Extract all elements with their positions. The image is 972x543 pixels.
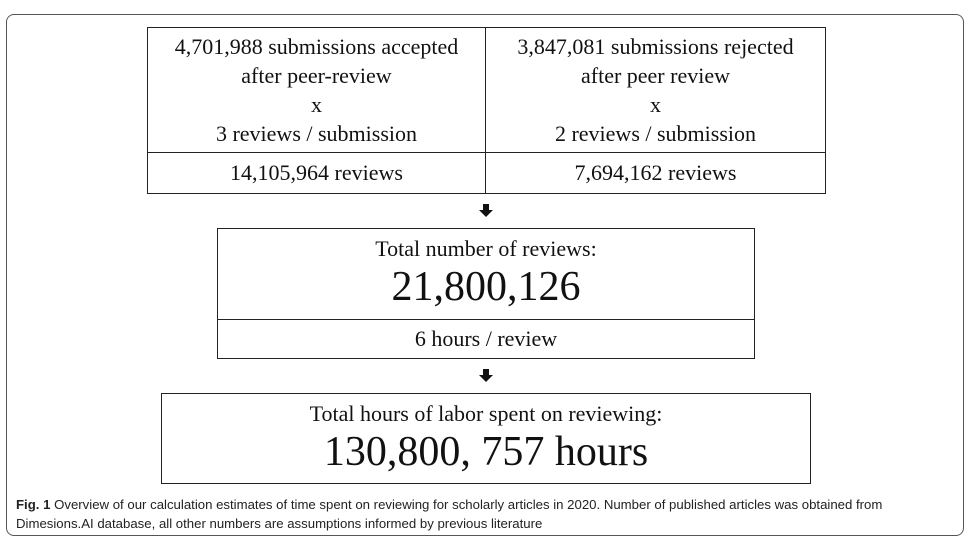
total-hours-value: 130,800, 757 hours [323,428,649,475]
total-hours-box [161,393,811,484]
caption-text: Overview of our calculation estimates of time spent on reviewing for scholarly articles in 2020. Number of published articles was obtained from Dimesions.AI database, all other numbers are assumptions informed by previous literature [16,497,883,531]
rejected-count: 3,847,081 submissions rejected [517,34,794,59]
submissions-table [147,27,826,194]
rejected-reviews-result: 7,694,162 reviews [574,160,737,185]
accepted-count: 4,701,988 submissions accepted [174,34,459,59]
total-reviews-label: Total number of reviews: [375,236,597,261]
rejected-rate: 2 reviews / submission [554,121,757,146]
hours-per-review: 6 hours / review [414,326,558,351]
rejected-qualifier: after peer review [580,63,730,88]
rejected-cell [486,28,825,153]
total-reviews-header [218,229,754,320]
accepted-reviews-result: 14,105,964 reviews [148,153,486,193]
accepted-multiply: x [311,92,322,117]
figure-caption [16,495,956,533]
accepted-rate: 3 reviews / submission [215,121,418,146]
down-arrow-icon [479,204,493,218]
total-reviews-box [217,228,755,359]
accepted-qualifier: after peer-review [241,63,392,88]
down-arrow-icon [479,369,493,383]
rejected-multiply: x [650,92,661,117]
accepted-cell [148,28,486,153]
total-reviews-value: 21,800,126 [391,264,581,310]
figure-label: Fig. 1 [16,497,51,512]
total-hours-label: Total hours of labor spent on reviewing: [309,400,663,426]
